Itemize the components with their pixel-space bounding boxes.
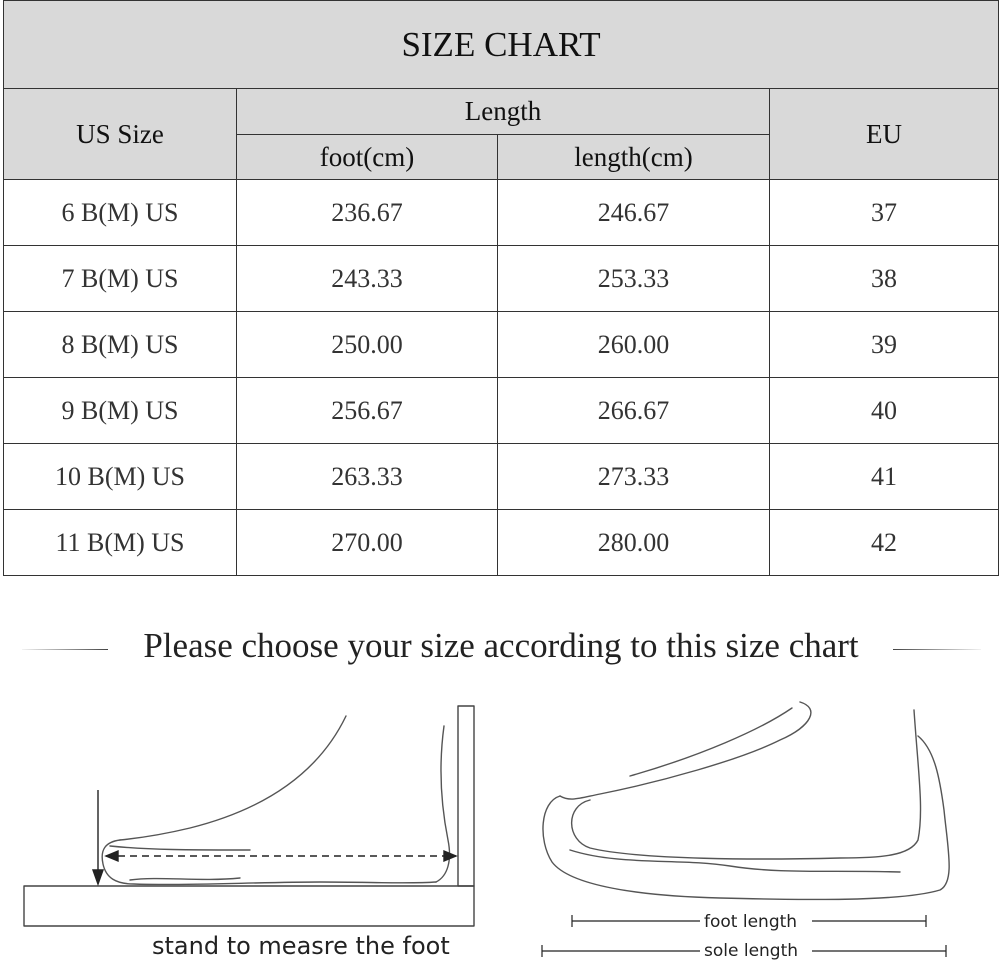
note-divider-left bbox=[22, 649, 108, 650]
eu-size-cell: 41 bbox=[770, 444, 999, 510]
header-foot-cm: foot(cm) bbox=[237, 135, 498, 180]
length-cm-cell: 246.67 bbox=[498, 180, 770, 246]
size-note-text: Please choose your size according to this size chart bbox=[143, 626, 859, 665]
sole-length-label: sole length bbox=[700, 941, 802, 961]
table-row bbox=[4, 312, 999, 378]
us-size-cell: 6 B(M) US bbox=[4, 180, 237, 246]
foot-cm-cell: 236.67 bbox=[237, 180, 498, 246]
foot-cm-cell: 256.67 bbox=[237, 378, 498, 444]
table-row bbox=[4, 246, 999, 312]
header-us-size: US Size bbox=[4, 89, 237, 180]
eu-size-cell: 39 bbox=[770, 312, 999, 378]
us-size-cell: 8 B(M) US bbox=[4, 312, 237, 378]
foot-cm-cell: 270.00 bbox=[237, 510, 498, 576]
us-size-cell: 9 B(M) US bbox=[4, 378, 237, 444]
table-row bbox=[4, 510, 999, 576]
shoe-sole-illustration bbox=[543, 702, 949, 900]
table-row bbox=[4, 444, 999, 510]
note-divider-right bbox=[893, 649, 981, 650]
us-size-cell: 10 B(M) US bbox=[4, 444, 237, 510]
standing-measure-caption: stand to measre the foot bbox=[152, 932, 450, 960]
foot-cm-cell: 243.33 bbox=[237, 246, 498, 312]
header-row-top bbox=[4, 89, 999, 135]
foot-cm-cell: 263.33 bbox=[237, 444, 498, 510]
table-row bbox=[4, 378, 999, 444]
header-eu: EU bbox=[770, 89, 999, 180]
header-length: Length bbox=[237, 89, 770, 135]
length-cm-cell: 260.00 bbox=[498, 312, 770, 378]
length-cm-cell: 266.67 bbox=[498, 378, 770, 444]
table-row bbox=[4, 180, 999, 246]
header-length-cm: length(cm) bbox=[498, 135, 770, 180]
title-row bbox=[4, 1, 999, 89]
length-cm-cell: 253.33 bbox=[498, 246, 770, 312]
eu-size-cell: 38 bbox=[770, 246, 999, 312]
us-size-cell: 7 B(M) US bbox=[4, 246, 237, 312]
size-note bbox=[0, 626, 1001, 674]
size-chart-table bbox=[3, 0, 999, 576]
foot-cm-cell: 250.00 bbox=[237, 312, 498, 378]
standing-foot-illustration bbox=[24, 706, 474, 926]
measurement-illustration bbox=[0, 690, 1001, 966]
foot-length-label: foot length bbox=[700, 912, 801, 932]
us-size-cell: 11 B(M) US bbox=[4, 510, 237, 576]
eu-size-cell: 42 bbox=[770, 510, 999, 576]
size-chart-title: SIZE CHART bbox=[4, 1, 999, 89]
eu-size-cell: 40 bbox=[770, 378, 999, 444]
measurement-diagram bbox=[0, 690, 1001, 966]
eu-size-cell: 37 bbox=[770, 180, 999, 246]
length-cm-cell: 280.00 bbox=[498, 510, 770, 576]
length-cm-cell: 273.33 bbox=[498, 444, 770, 510]
